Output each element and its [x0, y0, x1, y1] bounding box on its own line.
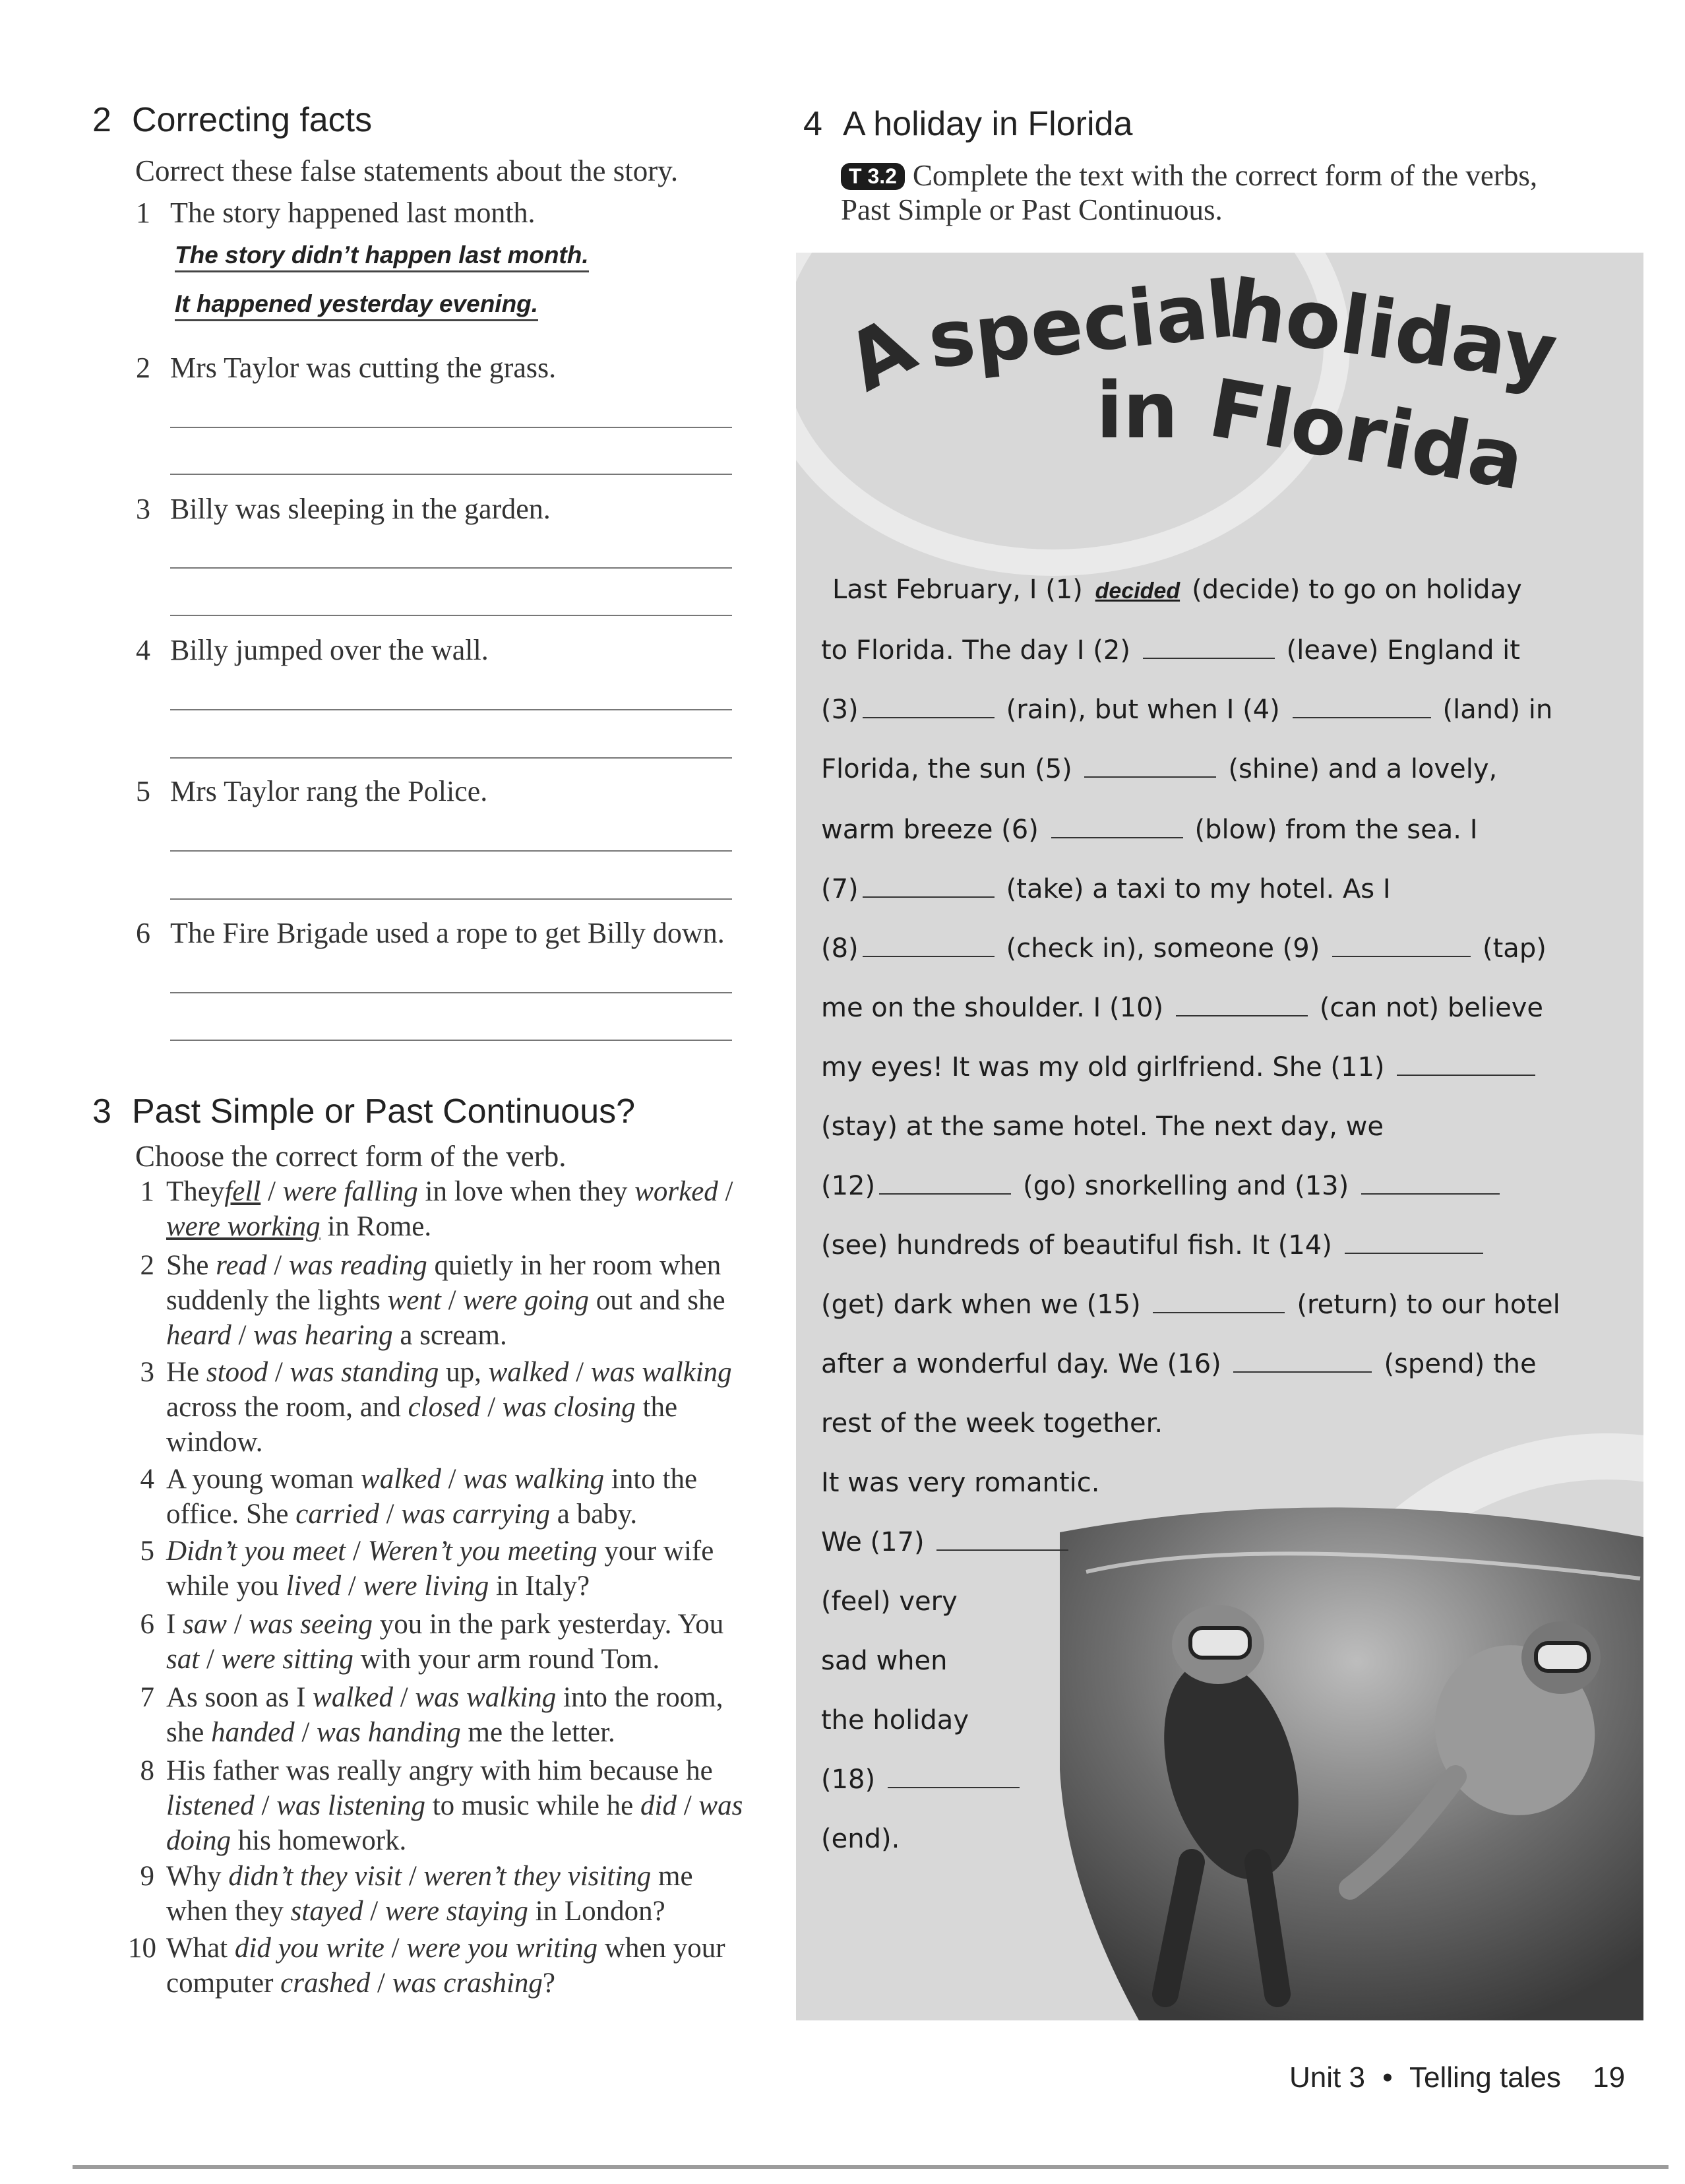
option-a[interactable]: walked — [361, 1464, 441, 1495]
story-line — [821, 1408, 1163, 1439]
s2-item-4: 4 Billy jumped over the wall. — [136, 634, 489, 666]
story-text-segment: (can not) believe — [1319, 993, 1543, 1023]
bottom-rule — [73, 2165, 1669, 2169]
question-2 — [140, 1248, 747, 1353]
question-text: ? — [542, 1968, 555, 1999]
story-text-segment: the holiday — [821, 1705, 969, 1735]
story-line — [821, 1824, 900, 1854]
option-b[interactable]: were living — [363, 1571, 489, 1602]
option-b[interactable]: was reading — [288, 1250, 427, 1281]
question-number: 7 — [140, 1682, 154, 1713]
question-number: 4 — [140, 1464, 154, 1495]
section-3-title: Past Simple or Past Continuous? — [132, 1092, 636, 1131]
section-4-instruction-2: Past Simple or Past Continuous. — [841, 193, 1223, 226]
question-text: you in the park yesterday. You — [372, 1609, 724, 1640]
answer-line[interactable] — [170, 709, 732, 710]
question-text: His father was really angry with him because he — [166, 1755, 713, 1786]
question-text: quietly in her room when suddenly the lights — [166, 1250, 721, 1316]
graphic-title-a: A — [832, 299, 930, 410]
story-text-segment: Last February, I (1) — [832, 575, 1091, 605]
footer-title: Telling tales — [1409, 2061, 1561, 2094]
question-text: Why — [166, 1861, 229, 1892]
example-answer-line-2: It happened yesterday evening. — [175, 290, 538, 321]
question-text: me the letter. — [460, 1717, 615, 1748]
option-b[interactable]: were going — [463, 1285, 589, 1316]
story-text-segment: (take) a taxi to my hotel. As I — [1006, 874, 1391, 904]
option-separator: / — [568, 1357, 591, 1388]
option-separator: / — [268, 1357, 290, 1388]
option-a[interactable]: read — [216, 1250, 267, 1281]
question-10 — [128, 1931, 747, 2001]
question-number: 8 — [140, 1755, 154, 1786]
option-separator: / — [441, 1285, 464, 1316]
question-number: 3 — [140, 1357, 154, 1388]
option-separator: / — [480, 1392, 503, 1423]
question-text: I — [166, 1609, 183, 1640]
option-a[interactable]: listened — [166, 1790, 255, 1821]
story-text-segment: sad when — [821, 1646, 948, 1676]
question-text: A young woman — [166, 1464, 361, 1495]
option-b[interactable]: was carrying — [401, 1499, 551, 1530]
answer-line[interactable] — [170, 567, 732, 569]
answer-blank[interactable] — [1153, 1290, 1285, 1313]
question-text: They — [166, 1176, 225, 1207]
option-a[interactable]: crashed — [280, 1968, 371, 1999]
option-b[interactable]: was walking — [415, 1682, 557, 1713]
story-text-segment: to Florida. The day I (2) — [821, 635, 1139, 666]
option-separator: / — [370, 1968, 392, 1999]
option-separator: / — [346, 1536, 368, 1567]
story-text-segment: (decide) to go on holiday — [1192, 575, 1522, 605]
story-line — [821, 1646, 947, 1676]
option-separator: / — [260, 1176, 283, 1207]
audio-track-badge[interactable]: T 3.2 — [841, 163, 905, 190]
question-text: He — [166, 1357, 206, 1388]
option-b[interactable]: was walking — [590, 1357, 732, 1388]
story-text-segment: (leave) England it — [1286, 635, 1520, 666]
story-text-segment: It was very romantic. — [821, 1468, 1100, 1498]
question-text: your wife while you — [166, 1536, 714, 1602]
answer-blank[interactable] — [936, 1527, 1068, 1551]
story-text-segment: (spend) the — [1384, 1349, 1537, 1379]
answer-line[interactable] — [170, 898, 732, 900]
question-number: 5 — [140, 1536, 154, 1567]
option-separator: / — [266, 1250, 289, 1281]
answer-line[interactable] — [170, 474, 732, 475]
option-b[interactable]: was hearing — [253, 1320, 393, 1351]
option-separator: / — [384, 1933, 407, 1964]
question-number: 10 — [128, 1933, 156, 1964]
story-text-segment: (12) — [821, 1171, 876, 1201]
story-line — [821, 1349, 1537, 1379]
story-text-segment: me on the shoulder. I (10) — [821, 993, 1172, 1023]
option-b[interactable]: weren’t they visiting — [423, 1861, 652, 1892]
question-text: What — [166, 1933, 235, 1964]
story-text-segment: my eyes! It was my old girlfriend. She (11) — [821, 1052, 1394, 1082]
option-separator: / — [718, 1176, 733, 1207]
s2-item-5: 5 Mrs Taylor rang the Police. — [136, 775, 488, 807]
story-line — [821, 1705, 969, 1735]
graphic-title-special: special — [924, 263, 1239, 386]
answer-blank[interactable] — [1293, 695, 1431, 718]
answer-line[interactable] — [170, 615, 732, 616]
question-text: in London? — [528, 1896, 665, 1927]
option-a[interactable]: Didn’t you meet — [166, 1536, 346, 1567]
question-text: up, — [439, 1357, 489, 1388]
option-separator: / — [676, 1790, 699, 1821]
question-text: a scream. — [392, 1320, 507, 1351]
option-a[interactable]: sat — [166, 1644, 200, 1675]
option-separator: / — [294, 1717, 317, 1748]
question-8 — [140, 1753, 747, 1858]
story-text-segment: (blow) from the sea. I — [1194, 815, 1478, 845]
answer-line[interactable] — [170, 850, 732, 852]
story-line — [821, 1527, 1080, 1557]
question-text: when your computer — [166, 1933, 725, 1999]
story-text-segment: (check in), someone (9) — [1006, 933, 1329, 964]
question-number: 6 — [140, 1609, 154, 1640]
story-line — [821, 815, 1478, 845]
option-a[interactable]: worked — [634, 1176, 718, 1207]
story-line — [821, 874, 1391, 904]
answer-blank[interactable] — [1233, 1349, 1372, 1373]
story-text-segment: (stay) at the same hotel. The next day, we — [821, 1111, 1384, 1142]
question-text: a baby. — [550, 1499, 638, 1530]
option-b[interactable]: were working — [166, 1211, 321, 1242]
option-separator: / — [231, 1320, 254, 1351]
question-number: 1 — [140, 1176, 154, 1207]
answer-line[interactable] — [170, 1040, 732, 1041]
story-text-segment: (8) — [821, 933, 859, 964]
story-text-segment: (land) in — [1442, 695, 1553, 725]
answer-blank[interactable] — [1397, 1052, 1535, 1076]
option-a[interactable]: stood — [206, 1357, 268, 1388]
option-b[interactable]: was handing — [317, 1717, 461, 1748]
story-text-segment: (end). — [821, 1824, 900, 1854]
question-4 — [140, 1462, 747, 1532]
s2-item-3: 3 Billy was sleeping in the garden. — [136, 493, 551, 525]
answer-blank[interactable] — [1143, 635, 1275, 659]
story-line — [821, 933, 1547, 964]
question-5 — [140, 1534, 747, 1604]
question-number: 2 — [140, 1250, 154, 1281]
question-3 — [140, 1355, 747, 1460]
story-text-segment: (7) — [821, 874, 859, 904]
section-4-instruction: T 3.2 Complete the text with the correct form of the verbs, — [841, 158, 1537, 193]
s2-item-1: 1 The story happened last month. — [136, 197, 536, 229]
section-3-heading: 3 Past Simple or Past Continuous? — [92, 1092, 636, 1131]
option-separator: / — [199, 1644, 222, 1675]
answer-blank[interactable] — [1084, 754, 1216, 778]
story-line — [821, 1468, 1099, 1498]
question-text: the window. — [166, 1392, 678, 1458]
option-b[interactable]: was doing — [166, 1790, 743, 1856]
question-text: me when they — [166, 1861, 693, 1927]
answer-blank[interactable] — [1345, 1230, 1483, 1254]
option-separator: / — [441, 1464, 464, 1495]
option-a[interactable]: carried — [295, 1499, 379, 1530]
story-text-segment: (feel) very — [821, 1586, 958, 1617]
option-a[interactable]: handed — [211, 1717, 295, 1748]
question-9 — [140, 1859, 747, 1929]
story-text-segment: rest of the week together. — [821, 1408, 1163, 1439]
option-a[interactable]: closed — [408, 1392, 481, 1423]
story-text-segment: (18) — [821, 1764, 884, 1795]
option-b[interactable]: were you writing — [406, 1933, 598, 1964]
story-text-segment: after a wonderful day. We (16) — [821, 1349, 1230, 1379]
section-4-heading: 4 A holiday in Florida — [803, 105, 1133, 143]
answer-line[interactable] — [170, 992, 732, 993]
graphic-title-in: in — [1096, 365, 1179, 456]
footer-unit: Unit 3 — [1289, 2061, 1365, 2094]
option-a[interactable]: walked — [313, 1682, 393, 1713]
story-text-segment: We (17) — [821, 1527, 933, 1557]
question-text: into the office. She — [166, 1464, 698, 1530]
option-a[interactable]: stayed — [290, 1896, 363, 1927]
option-a[interactable]: did — [640, 1790, 677, 1821]
option-a[interactable]: lived — [286, 1571, 342, 1602]
story-text-segment: (see) hundreds of beautiful fish. It (14) — [821, 1230, 1341, 1261]
story-line — [832, 575, 1522, 605]
question-text: with your arm round Tom. — [353, 1644, 660, 1675]
section-2-heading: 2 Correcting facts — [92, 101, 373, 139]
option-separator: / — [402, 1861, 424, 1892]
question-text: to music while he — [425, 1790, 641, 1821]
option-a[interactable]: did you write — [234, 1933, 384, 1964]
snorkelling-photo — [1060, 1493, 1643, 2020]
option-separator: / — [227, 1609, 249, 1640]
answer-blank[interactable] — [863, 695, 995, 718]
story-text-segment: (3) — [821, 695, 859, 725]
option-separator: / — [379, 1499, 402, 1530]
answer-blank[interactable] — [863, 874, 995, 898]
option-a[interactable]: heard — [166, 1320, 231, 1351]
option-a[interactable]: didn’t they visit — [228, 1861, 402, 1892]
option-a[interactable]: walked — [488, 1357, 569, 1388]
question-text: into the room, she — [166, 1682, 723, 1748]
option-b[interactable]: were staying — [384, 1896, 528, 1927]
story-line — [821, 754, 1497, 784]
option-separator: / — [363, 1896, 385, 1927]
answer-blank[interactable] — [888, 1764, 1020, 1788]
story-text-segment: warm breeze (6) — [821, 815, 1047, 845]
answer-blank[interactable] — [1051, 815, 1183, 838]
option-b[interactable]: was seeing — [249, 1609, 373, 1640]
option-a[interactable]: went — [387, 1285, 441, 1316]
question-text: As soon as I — [166, 1682, 313, 1713]
page-footer: Unit 3 • Telling tales 19 — [1289, 2061, 1626, 2094]
option-separator: / — [341, 1571, 363, 1602]
graphic-title-holiday: holiday — [1223, 261, 1563, 401]
answer-blank[interactable] — [879, 1171, 1011, 1195]
story-line — [821, 1230, 1495, 1261]
section-2-title: Correcting facts — [132, 101, 373, 139]
story-line — [821, 1111, 1384, 1142]
answer-blank[interactable] — [863, 933, 995, 957]
option-a[interactable]: fell — [224, 1176, 261, 1207]
section-4-title: A holiday in Florida — [843, 105, 1133, 143]
story-line — [821, 695, 1552, 725]
story-text-segment: (get) dark when we (15) — [821, 1290, 1149, 1320]
option-b[interactable]: were sitting — [221, 1644, 353, 1675]
answer-line[interactable] — [170, 427, 732, 428]
s2-item-2: 2 Mrs Taylor was cutting the grass. — [136, 352, 557, 384]
answer-line[interactable] — [170, 757, 732, 759]
s2-item-6: 6 The Fire Brigade used a rope to get Billy down. — [136, 917, 725, 949]
question-number: 9 — [140, 1861, 154, 1892]
question-7 — [140, 1680, 747, 1750]
question-text: across the room, and — [166, 1392, 408, 1423]
story-text-segment: (tap) — [1483, 933, 1547, 964]
option-b[interactable]: was walking — [463, 1464, 605, 1495]
story-line — [821, 1586, 958, 1617]
story-text-segment: Florida, the sun (5) — [821, 754, 1081, 784]
page-number: 19 — [1593, 2061, 1626, 2094]
story-line — [821, 1290, 1560, 1320]
option-b[interactable]: was listening — [276, 1790, 425, 1821]
option-separator: / — [392, 1682, 415, 1713]
story-line — [821, 1171, 1512, 1201]
example-answer-line-1: The story didn’t happen last month. — [175, 241, 589, 272]
story-line — [821, 1052, 1547, 1082]
question-6 — [140, 1607, 747, 1677]
example-answer: decided — [1095, 578, 1180, 604]
story-text-segment: (go) snorkelling and (13) — [1023, 1171, 1357, 1201]
story-text-segment: (rain), but when I (4) — [1006, 695, 1289, 725]
answer-blank[interactable] — [1176, 993, 1308, 1016]
question-text: in love when they — [417, 1176, 635, 1207]
story-line — [821, 635, 1520, 666]
story-text-segment: (shine) and a lovely, — [1228, 754, 1498, 784]
option-b[interactable]: were falling — [282, 1176, 418, 1207]
graphic-title-florida: Florida — [1202, 361, 1531, 509]
option-a[interactable]: saw — [183, 1609, 227, 1640]
option-b[interactable]: was closing — [502, 1392, 636, 1423]
florida-story-panel — [796, 253, 1643, 2020]
option-b[interactable]: Weren’t you meeting — [367, 1536, 597, 1567]
option-separator: / — [254, 1790, 277, 1821]
story-line — [821, 993, 1543, 1023]
story-line — [821, 1764, 1031, 1795]
story-text-segment: (return) to our hotel — [1297, 1290, 1560, 1320]
option-b[interactable]: was crashing — [392, 1968, 543, 1999]
answer-blank[interactable] — [1332, 933, 1471, 957]
section-3-instruction: Choose the correct form of the verb. — [135, 1140, 567, 1173]
question-text: She — [166, 1250, 216, 1281]
question-text: in Italy? — [489, 1571, 590, 1602]
question-text: in Rome. — [320, 1211, 432, 1242]
section-2-instruction: Correct these false statements about the story. — [135, 154, 679, 187]
question-text: out and she — [588, 1285, 725, 1316]
answer-blank[interactable] — [1361, 1171, 1500, 1195]
question-1 — [140, 1174, 747, 1244]
question-text: his homework. — [230, 1825, 407, 1856]
option-b[interactable]: was standing — [290, 1357, 439, 1388]
